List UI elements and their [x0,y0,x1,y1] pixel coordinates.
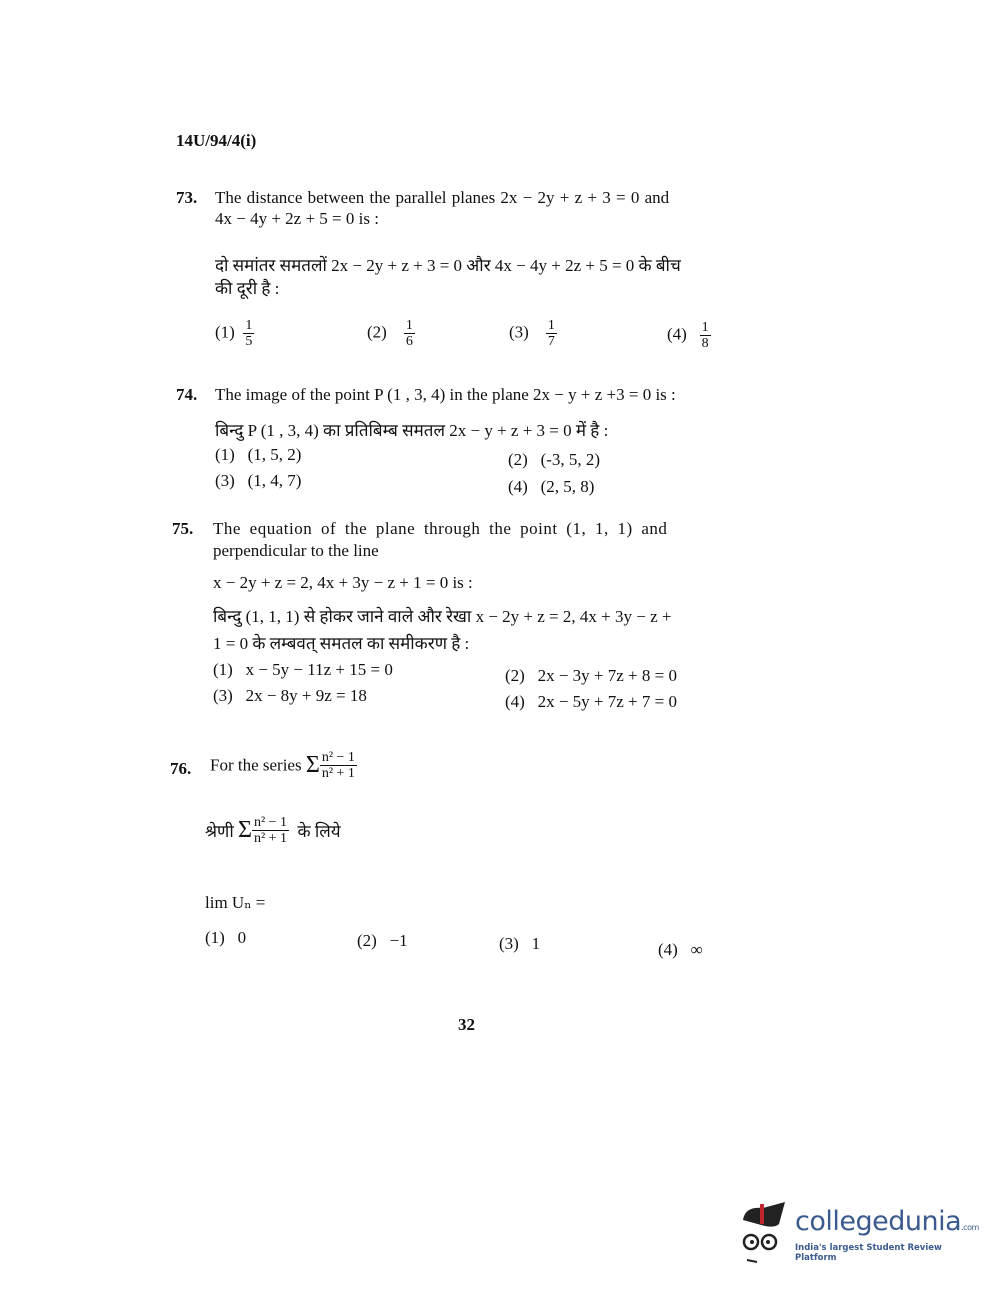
option-label: (1) [215,322,235,342]
fraction: $\frac{1}{6}$ [405,318,413,349]
option-label: (3) [509,322,529,342]
collegedunia-logo [735,1198,979,1268]
question-text-hi: श्रेणी Σ $\frac{\text{n² − 1}}{\text{n² + 1}}$ के लिये [205,815,341,846]
option-3[interactable] [509,318,557,349]
option-1[interactable]: (1) 0 [205,928,247,947]
fraction: $\frac{1}{8}$ [701,320,709,351]
question-text-en: The distance between the parallel planes 2x − 2y + z + 3 = 0 and [215,188,670,207]
question-number: 73. [176,188,198,207]
option-label: (4) [667,324,687,344]
option-3[interactable]: (3) 2x − 8y + 9z = 18 [213,686,367,705]
question-text-en: 4x − 4y + 2z + 5 = 0 is : [215,209,379,228]
option-4[interactable] [667,320,711,351]
question-text-hi: बिन्दु (1, 1, 1) से होकर जाने वाले और रेखा x − 2y + z = 2, 4x + 3y − z + [213,607,672,626]
question-text-hi: दो समांतर समतलों 2x − 2y + z + 3 = 0 और 4x − 4y + 2z + 5 = 0 के बीच [215,256,681,275]
question-text-en: The image of the point P (1 , 3, 4) in the plane 2x − y + z +3 = 0 is : [215,385,676,404]
option-label: (2) [367,322,387,342]
mascot-icon [735,1198,793,1266]
option-4[interactable]: (4) ∞ [658,940,703,959]
question-text-en: For the series Σ $\frac{\text{n² − 1}}{\text{n² + 1}}$ [210,750,355,781]
question-number: 76. [170,759,192,778]
question-text-en: x − 2y + z = 2, 4x + 3y − z + 1 = 0 is : [213,573,473,592]
option-1[interactable]: (1) (1, 5, 2) [215,445,302,464]
option-1[interactable]: (1) x − 5y − 11z + 15 = 0 [213,660,393,679]
option-1[interactable] [215,318,254,349]
option-2[interactable]: (2) −1 [357,931,408,950]
question-text-hi: की दूरी है : [215,279,280,298]
sigma-symbol: Σ [305,752,320,778]
tagline: India's largest Student Review Platform [795,1243,942,1263]
option-4[interactable]: (4) 2x − 5y + 7z + 7 = 0 [505,692,677,711]
question-text-en: perpendicular to the line [213,541,379,560]
option-2[interactable]: (2) 2x − 3y + 7z + 8 = 0 [505,666,677,685]
question-number: 74. [176,385,198,404]
option-2[interactable] [367,318,415,349]
limit-expression: lim Uₙ = [205,893,266,912]
brand-name: collegedunia [795,1206,962,1237]
paper-code: 14U/94/4(i) [176,131,257,150]
option-3[interactable]: (3) 1 [499,934,541,953]
question-number: 75. [172,519,194,538]
fraction: $\frac{1}{7}$ [547,318,555,349]
fraction: $\frac{\text{n² − 1}}{\text{n² + 1}}$ [321,750,355,781]
option-4[interactable]: (4) (2, 5, 8) [508,477,595,496]
question-text-hi: बिन्दु P (1 , 3, 4) का प्रतिबिम्ब समतल 2x − y + z + 3 = 0 में है : [215,421,609,440]
brand-suffix: .com [961,1223,979,1232]
page-number: 32 [458,1015,475,1034]
option-3[interactable]: (3) (1, 4, 7) [215,471,302,490]
question-text-en: The equation of the plane through the point (1, 1, 1) and [213,519,668,538]
question-text-hi: 1 = 0 के लम्बवत् समतल का समीकरण है : [213,634,470,653]
fraction: $\frac{1}{5}$ [245,318,253,349]
option-2[interactable]: (2) (-3, 5, 2) [508,450,601,469]
